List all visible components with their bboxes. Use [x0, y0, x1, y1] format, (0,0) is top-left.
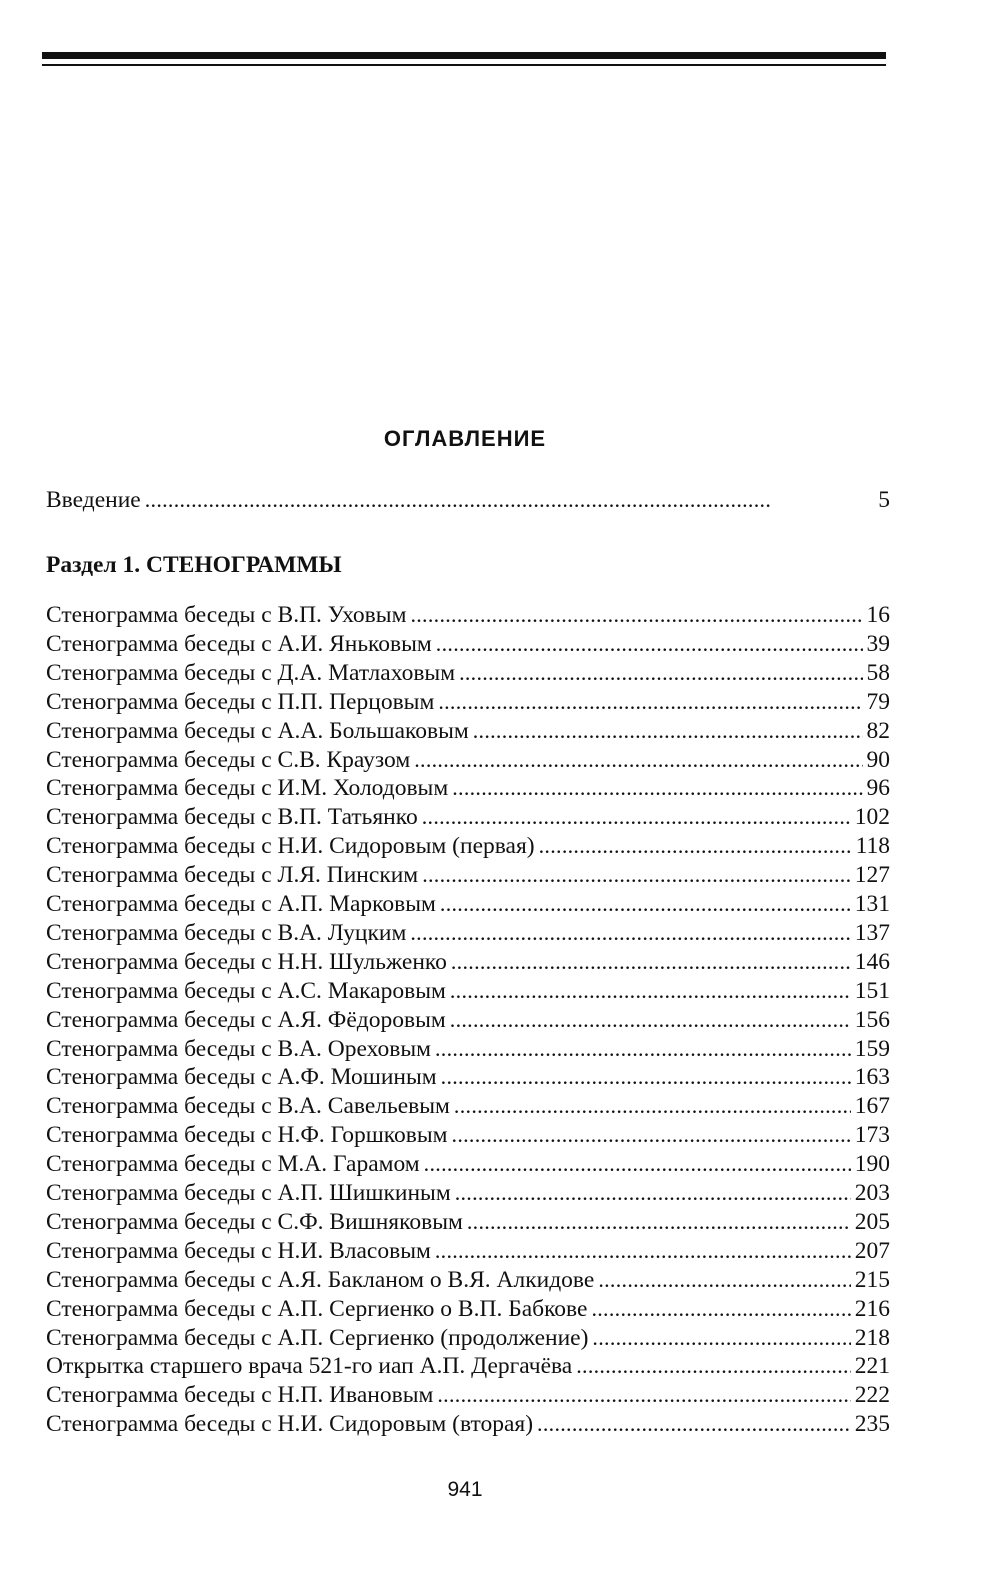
toc-entry-page: 216 — [854, 1295, 890, 1322]
toc-entry-label: Стенограмма беседы с Н.П. Ивановым — [46, 1382, 434, 1409]
header-rule-thick — [42, 52, 886, 59]
toc-entry[interactable] — [46, 1034, 890, 1064]
toc-entry-label: Стенограмма беседы с Н.Ф. Горшковым — [46, 1122, 448, 1149]
toc-entry-page: 151 — [854, 977, 890, 1004]
toc-entry-label: Стенограмма беседы с А.Я. Бакланом о В.Я. Алкидове — [46, 1266, 595, 1293]
toc-entry-page: 156 — [854, 1006, 890, 1033]
toc-entry[interactable] — [46, 860, 890, 890]
toc-entry-page: 102 — [854, 804, 890, 831]
toc-entry[interactable] — [46, 1120, 890, 1150]
dot-leader — [441, 1062, 851, 1092]
section-heading: Раздел 1. СТЕНОГРАММЫ — [46, 552, 342, 578]
toc-entry-page: 159 — [854, 1035, 890, 1062]
toc-entry-page: 146 — [854, 948, 890, 975]
toc-entry[interactable] — [46, 1005, 890, 1035]
toc-entry[interactable] — [46, 976, 890, 1006]
toc-entry-page: 163 — [854, 1064, 890, 1091]
toc-entry-page: 190 — [854, 1151, 890, 1178]
toc-entry-label: Стенограмма беседы с А.П. Сергиенко о В.П. Бабкове — [46, 1295, 588, 1322]
dot-leader — [414, 745, 862, 775]
toc-entry-page: 96 — [866, 775, 890, 802]
dot-leader — [467, 1207, 851, 1237]
toc-entry-label: Стенограмма беседы с А.Ф. Мошиным — [46, 1064, 437, 1091]
toc-entry-intro[interactable] — [46, 485, 890, 515]
toc-entry-label: Стенограмма беседы с В.А. Савельевым — [46, 1093, 450, 1120]
toc-entry-page: 221 — [854, 1353, 890, 1380]
toc-entry-page: 137 — [854, 919, 890, 946]
toc-entry-page: 127 — [854, 862, 890, 889]
toc-entry-page: 118 — [855, 833, 890, 860]
toc-entry-page: 235 — [854, 1411, 890, 1438]
toc-entry-page: 79 — [866, 688, 890, 715]
toc-entry[interactable] — [46, 716, 890, 746]
toc-entry-page: 39 — [866, 630, 890, 657]
toc-entry[interactable] — [46, 1236, 890, 1266]
dot-leader — [440, 889, 851, 919]
toc-entry-label: Стенограмма беседы с А.И. Яньковым — [46, 630, 432, 657]
dot-leader — [473, 716, 863, 746]
toc-entry[interactable] — [46, 831, 890, 861]
dot-leader — [424, 1149, 851, 1179]
toc-entry[interactable] — [46, 1149, 890, 1179]
dot-leader — [410, 918, 850, 948]
dot-leader — [592, 1323, 850, 1353]
dot-leader — [451, 947, 851, 977]
toc-entry-label: Стенограмма беседы с И.М. Холодовым — [46, 775, 449, 802]
toc-entry[interactable] — [46, 1323, 890, 1353]
toc-entry-page: 16 — [866, 602, 890, 628]
toc-entry[interactable] — [46, 658, 890, 688]
dot-leader — [459, 658, 862, 688]
toc-entry[interactable] — [46, 1062, 890, 1092]
toc-title: ОГЛАВЛЕНИЕ — [383, 426, 547, 451]
header-rule-thin — [42, 64, 886, 66]
dot-leader — [591, 1294, 850, 1324]
dot-leader — [450, 1005, 851, 1035]
toc-entry-label: Стенограмма беседы с Д.А. Матлаховым — [46, 659, 456, 686]
toc-entry-label: Стенограмма беседы с Н.И. Сидоровым (вторая) — [46, 1411, 534, 1438]
toc-entry-page: 58 — [866, 659, 890, 686]
dot-leader — [539, 831, 852, 861]
toc-entry-label: Стенограмма беседы с В.А. Луцким — [46, 919, 407, 946]
dot-leader — [145, 485, 875, 515]
toc-entry[interactable] — [46, 1294, 890, 1324]
dot-leader — [435, 1034, 851, 1064]
toc-entry-label: Стенограмма беседы с Н.И. Власовым — [46, 1237, 431, 1264]
toc-entry-label: Открытка старшего врача 521-го иап А.П. Дергачёва — [46, 1353, 573, 1380]
toc-entry[interactable] — [46, 889, 890, 919]
toc-entry-label: Стенограмма беседы с В.П. Уховым — [46, 602, 407, 628]
toc-entry-label: Стенограмма беседы с М.А. Гарамом — [46, 1151, 420, 1178]
toc-entry[interactable] — [46, 1207, 890, 1237]
toc-entry-label: Стенограмма беседы с С.Ф. Вишняковым — [46, 1208, 463, 1235]
dot-leader — [422, 802, 851, 832]
toc-entry-page: 82 — [866, 717, 890, 744]
toc-entry-page: 167 — [854, 1093, 890, 1120]
toc-entry[interactable] — [46, 1409, 890, 1439]
toc-entry-label: Стенограмма беседы с Н.Н. Шульженко — [46, 948, 447, 975]
dot-leader — [422, 860, 851, 890]
toc-entry[interactable] — [46, 687, 890, 717]
toc-entry-page: 205 — [854, 1208, 890, 1235]
toc-entry[interactable] — [46, 1380, 890, 1410]
toc-entry-label: Стенограмма беседы с В.П. Татьянко — [46, 804, 418, 831]
toc-entry[interactable] — [46, 802, 890, 832]
dot-leader — [455, 1178, 851, 1208]
toc-entry[interactable] — [46, 629, 890, 659]
toc-entry-label: Стенограмма беседы с А.П. Марковым — [46, 891, 436, 917]
dot-leader — [450, 976, 851, 1006]
toc-entry-page: 173 — [854, 1122, 890, 1149]
toc-entry[interactable] — [46, 1265, 890, 1295]
dot-leader — [454, 1091, 851, 1121]
toc-entry-page: 90 — [866, 746, 890, 773]
toc-entry-page: 215 — [854, 1266, 890, 1293]
dot-leader — [410, 600, 862, 630]
toc-entry[interactable] — [46, 600, 890, 630]
dot-leader — [452, 773, 862, 803]
dot-leader — [437, 1380, 850, 1410]
toc-entry-page: 203 — [854, 1180, 890, 1206]
toc-entry-label: Стенограмма беседы с В.А. Ореховым — [46, 1035, 431, 1062]
toc-entry-label: Стенограмма беседы с С.В. Краузом — [46, 746, 411, 773]
toc-entry-label: Стенограмма беседы с А.П. Сергиенко (продолжение) — [46, 1324, 589, 1351]
toc-entry[interactable] — [46, 773, 890, 803]
dot-leader — [537, 1409, 851, 1439]
toc-entry[interactable] — [46, 745, 890, 775]
dot-leader — [436, 629, 863, 659]
toc-entry-label: Стенограмма беседы с П.П. Перцовым — [46, 688, 435, 715]
toc-entry[interactable] — [46, 1351, 890, 1381]
toc-entry-label: Стенограмма беседы с А.П. Шишкиным — [46, 1180, 451, 1206]
toc-entry[interactable] — [46, 1091, 890, 1121]
page-number: 941 — [447, 1478, 483, 1501]
toc-entry-label: Введение — [46, 487, 141, 513]
toc-entry-label: Стенограмма беседы с Н.И. Сидоровым (первая) — [46, 833, 535, 860]
dot-leader — [598, 1265, 850, 1295]
toc-entry-label: Стенограмма беседы с Л.Я. Пинским — [46, 862, 419, 889]
toc-entry-page: 131 — [854, 891, 890, 917]
toc-entry-label: Стенограмма беседы с А.С. Макаровым — [46, 977, 446, 1004]
toc-entry-page: 5 — [878, 487, 890, 513]
dot-leader — [435, 1236, 851, 1266]
toc-entry[interactable] — [46, 918, 890, 948]
toc-entry-label: Стенограмма беседы с А.А. Большаковым — [46, 717, 469, 744]
dot-leader — [576, 1351, 851, 1381]
toc-entry-page: 222 — [854, 1382, 890, 1409]
toc-entry-page: 218 — [854, 1324, 890, 1351]
toc-entry[interactable] — [46, 947, 890, 977]
toc-entry[interactable] — [46, 1178, 890, 1208]
dot-leader — [452, 1120, 851, 1150]
dot-leader — [438, 687, 862, 717]
toc-entry-label: Стенограмма беседы с А.Я. Фёдоровым — [46, 1006, 446, 1033]
toc-entry-page: 207 — [854, 1237, 890, 1264]
